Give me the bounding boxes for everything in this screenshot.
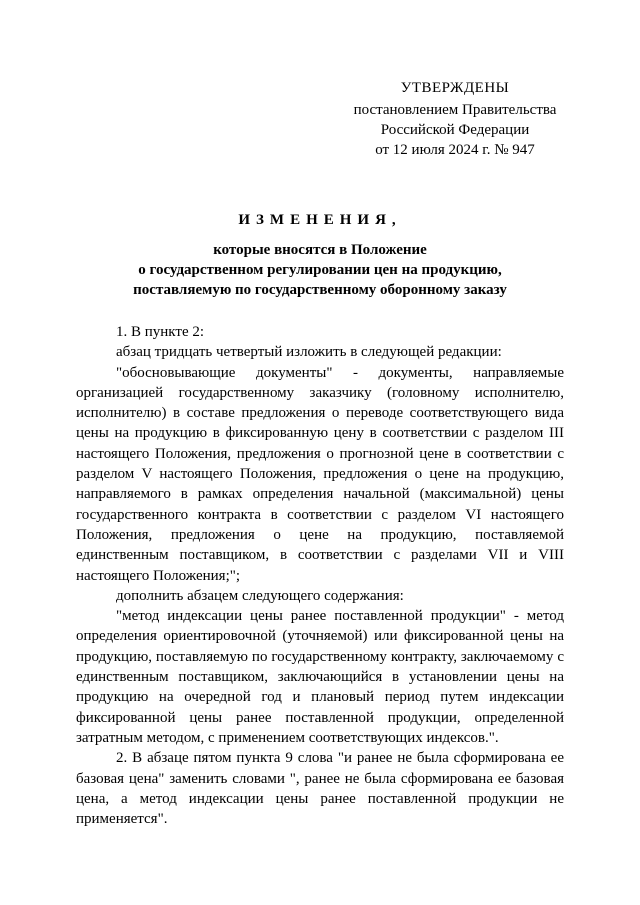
approval-line: от 12 июля 2024 г. № 947 bbox=[375, 142, 535, 158]
subtitle-line: о государственном регулировании цен на продукцию, bbox=[138, 262, 502, 278]
approval-heading: УТВЕРЖДЕНЫ bbox=[400, 80, 510, 96]
document-body bbox=[76, 322, 564, 829]
paragraph: дополнить абзацем следующего содержания: bbox=[116, 587, 404, 604]
paragraph: 2. В абзаце пятом пункта 9 слова "и ранее не была сформирована ее базовая цена" заменить словами ", ранее не была сформирована ее базовая цена, а метод индексации цены ранее поставленной продукции не применяется". bbox=[76, 750, 564, 828]
approval-block bbox=[330, 78, 580, 160]
approval-line: Российской Федерации bbox=[380, 122, 530, 138]
paragraph: "обосновывающие документы" - документы, направляемые организацией государственному заказчику (головному исполнителю, исполнителю) в составе предложения о переводе соответствующего вида цены на продукцию в фиксированную цену в соответствии с разделом III настоящего Положения, предложения о прогнозной цене в соответствии с разделом V настоящего Положения, предложения о цене на продукцию, направляемого в рамках определения начальной (максимальной) цены государственного контракта в соответствии с разделом VI настоящего Положения, предложения о цене на продукцию, поставляемой единственным поставщиком, в соответствии с разделами VII и VIII настоящего Положения;"; bbox=[76, 364, 564, 584]
approval-line: постановлением Правительства bbox=[353, 102, 557, 118]
document-title: ИЗМЕНЕНИЯ, bbox=[238, 212, 402, 228]
subtitle-line: которые вносятся в Положение bbox=[213, 242, 427, 258]
paragraph: 1. В пункте 2: bbox=[116, 324, 205, 340]
paragraph: "метод индексации цены ранее поставленной продукции" - метод определения ориентировочной (уточняемой) или фиксированной цены на продукцию, поставляемую по государственному контракту, заключаемому с единственным поставщиком, заключающийся в установлении цены на продукцию на очередной год и плановый период путем индексации фиксированной цены ранее поставленной продукции, определенной затратным методом, с применением соответствующих индексов.". bbox=[76, 608, 564, 746]
subtitle-line: поставляемую по государственному оборонному заказу bbox=[133, 282, 507, 298]
document-subtitle bbox=[60, 240, 580, 300]
paragraph: абзац тридцать четвертый изложить в следующей редакции: bbox=[116, 344, 502, 361]
